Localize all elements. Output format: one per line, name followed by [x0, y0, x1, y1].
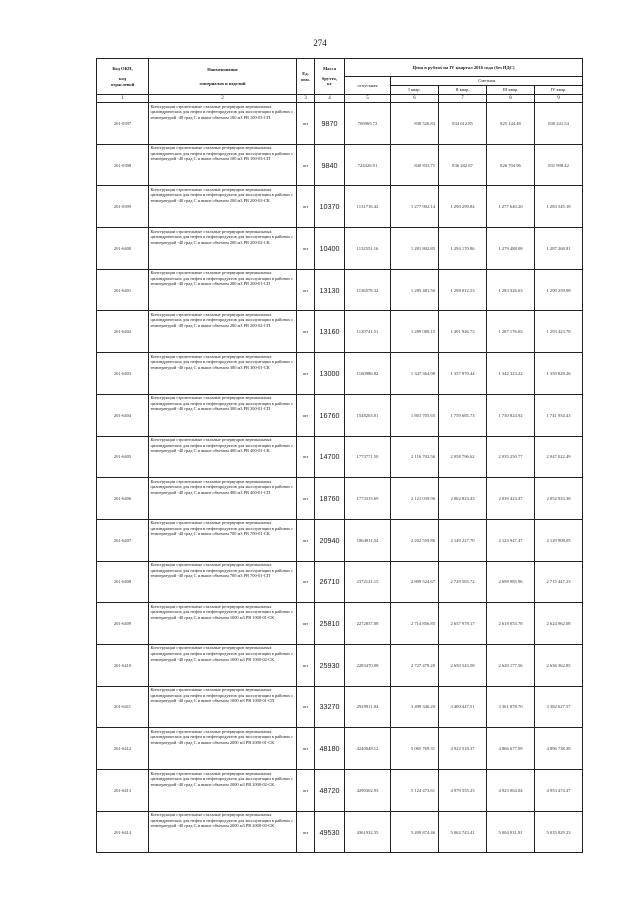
price-q4-cell: 3 382 627.57	[535, 686, 583, 728]
price-q4-cell: 4 953 474.47	[535, 770, 583, 812]
price-q2-cell: 1 759 685.73	[439, 394, 487, 436]
price-q4-cell: 830 241.54	[535, 103, 583, 145]
price-q4-cell: 2 052 933.38	[535, 478, 583, 520]
price-q1-cell: 1 285 481.50	[391, 269, 439, 311]
header-q4: IV квар.	[535, 86, 583, 95]
header-price-title: Цена в рублях на IV квартал 2016 года (без НДС)	[345, 59, 583, 77]
price-q2-cell: 4 922 518.37	[439, 728, 487, 770]
release-price-cell: 1864911.54	[345, 519, 391, 561]
product-code: 201-6410	[97, 644, 149, 686]
product-name: Конструкции строительные стальные резервуаров вертикальных цилиндрических для нефти и нефтепродуктов для эксплуатации в районах с температурой -40 град С и выше объемом 1000 м3 РВ 1000-01-СП	[149, 686, 297, 728]
unit-cell: шт	[297, 311, 315, 353]
product-code: 201-6406	[97, 478, 149, 520]
mass-cell: 13160	[315, 311, 345, 353]
column-index: 4	[315, 95, 345, 103]
release-price-cell: 1160986.82	[345, 353, 391, 395]
unit-cell: шт	[297, 353, 315, 395]
price-q1-cell: 1 801 705.65	[391, 394, 439, 436]
release-price-cell: 1548263.01	[345, 394, 391, 436]
product-name: Конструкции строительные стальные резервуаров вертикальных цилиндрических для нефти и нефтепродуктов для эксплуатации в районах с температурой -40 град С и выше объемом 700 м3 РВ 700-01-СП	[149, 561, 297, 603]
product-name: Конструкции строительные стальные резервуаров вертикальных цилиндрических для нефти и нефтепродуктов для эксплуатации в районах с температурой -40 град С и выше объемом 700 м3 РВ 700-01-СК	[149, 519, 297, 561]
header-name	[149, 59, 297, 95]
unit-cell: шт	[297, 144, 315, 186]
unit-cell: шт	[297, 186, 315, 228]
unit-cell: шт	[297, 561, 315, 603]
table-row	[97, 519, 583, 561]
table-row	[97, 436, 583, 478]
table-row	[97, 478, 583, 520]
release-price-cell: 4290302.93	[345, 770, 391, 812]
mass-cell: 9870	[315, 103, 345, 145]
release-price-cell: 4240048.12	[345, 728, 391, 770]
column-index: 5	[345, 95, 391, 103]
product-code: 201-6412	[97, 728, 149, 770]
header-name-line2: материалов и изделий	[199, 80, 246, 86]
table-row	[97, 728, 583, 770]
price-q1-cell: 2 809 524.67	[391, 561, 439, 603]
header-unit	[297, 59, 315, 95]
product-code: 201-6403	[97, 353, 149, 395]
unit-cell: шт	[297, 603, 315, 645]
header-estimated: Сметная	[391, 77, 583, 86]
product-name: Конструкции строительные стальные резервуаров вертикальных цилиндрических для нефти и нефтепродуктов для эксплуатации в районах с температурой -40 град С и выше объемом 100 м3 РВ 100-03-СП	[149, 103, 297, 145]
price-q1-cell: 5 124 473.61	[391, 770, 439, 812]
release-price-cell: 724326.91	[345, 144, 391, 186]
price-q2-cell: 2 637 978.17	[439, 603, 487, 645]
price-q4-cell: 5 035 829.23	[535, 811, 583, 853]
product-code: 201-6413	[97, 770, 149, 812]
header-mass-line3: кг	[327, 81, 332, 87]
product-code: 201-6409	[97, 603, 149, 645]
price-q3-cell: 5 004 931.91	[487, 811, 535, 853]
column-index: 3	[297, 95, 315, 103]
release-price-cell: 1773771.50	[345, 436, 391, 478]
table-row	[97, 603, 583, 645]
mass-cell: 10400	[315, 228, 345, 270]
price-q2-cell: 1 298 012.53	[439, 269, 487, 311]
price-table	[96, 58, 583, 853]
price-q2-cell: 836 282.67	[439, 144, 487, 186]
price-q4-cell: 2 047 022.49	[535, 436, 583, 478]
price-q4-cell: 2 715 447.23	[535, 561, 583, 603]
release-price-cell: 1136578.32	[345, 269, 391, 311]
price-q3-cell: 1 279 488.08	[487, 228, 535, 270]
mass-cell: 26710	[315, 561, 345, 603]
price-q1-cell: 1 289 089.15	[391, 311, 439, 353]
price-q3-cell: 825 144.48	[487, 103, 535, 145]
price-q2-cell: 1 294 170.86	[439, 228, 487, 270]
column-index: 7	[439, 95, 487, 103]
price-q1-cell: 840 833.71	[391, 144, 439, 186]
price-q3-cell: 1 342 323.22	[487, 353, 535, 395]
price-q4-cell: 831 998.42	[535, 144, 583, 186]
price-q4-cell: 1 283 545.18	[535, 186, 583, 228]
header-code-line1: Код ОКП,	[112, 65, 133, 71]
price-q2-cell: 1 357 970.44	[439, 353, 487, 395]
unit-cell: шт	[297, 269, 315, 311]
product-name: Конструкции строительные стальные резервуаров вертикальных цилиндрических для нефти и нефтепродуктов для эксплуатации в районах с температурой -40 град С и выше объемом 400 м3 РВ 400-01-СК	[149, 436, 297, 478]
product-name: Конструкции строительные стальные резервуаров вертикальных цилиндрических для нефти и нефтепродуктов для эксплуатации в районах с температурой -40 град С и выше объемом 2000 м3 РВ 2000-02-СК	[149, 770, 297, 812]
unit-cell: шт	[297, 228, 315, 270]
price-q3-cell: 1 283 326.63	[487, 269, 535, 311]
table-row	[97, 686, 583, 728]
table-row	[97, 394, 583, 436]
mass-cell: 25930	[315, 644, 345, 686]
header-name-line1: Наименование	[207, 67, 238, 73]
mass-cell: 14700	[315, 436, 345, 478]
product-code: 201-6408	[97, 561, 149, 603]
product-code: 201-6407	[97, 519, 149, 561]
product-name: Конструкции строительные стальные резервуаров вертикальных цилиндрических для нефти и нефтепродуктов для эксплуатации в районах с температурой -40 град С и выше объемом 300 м3 РВ 300-01-СК	[149, 353, 297, 395]
unit-cell: шт	[297, 436, 315, 478]
table-row	[97, 770, 583, 812]
unit-cell: шт	[297, 644, 315, 686]
price-q4-cell: 4 896 738.38	[535, 728, 583, 770]
price-q3-cell: 3 361 878.70	[487, 686, 535, 728]
price-q2-cell: 1 301 946.73	[439, 311, 487, 353]
price-q2-cell: 5 062 743.41	[439, 811, 487, 853]
price-q2-cell: 834 612.85	[439, 103, 487, 145]
price-q2-cell: 2 058 796.62	[439, 436, 487, 478]
price-q3-cell: 1 287 176.63	[487, 311, 535, 353]
mass-cell: 33270	[315, 686, 345, 728]
product-name: Конструкции строительные стальные резервуаров вертикальных цилиндрических для нефти и нефтепродуктов для эксплуатации в районах с температурой -40 град С и выше объемом 300 м3 РВ 300-01-СП	[149, 394, 297, 436]
product-code: 201-6400	[97, 228, 149, 270]
price-q1-cell: 5 065 769.31	[391, 728, 439, 770]
price-q2-cell: 1 290 299.84	[439, 186, 487, 228]
table-row	[97, 228, 583, 270]
header-mass-line1: Масса	[322, 66, 337, 72]
unit-cell: шт	[297, 811, 315, 853]
price-q3-cell: 4 866 677.09	[487, 728, 535, 770]
product-code: 201-0397	[97, 103, 149, 145]
price-q4-cell: 1 290 259.98	[535, 269, 583, 311]
product-code: 201-6401	[97, 269, 149, 311]
mass-cell: 10370	[315, 186, 345, 228]
price-q3-cell: 1 730 824.92	[487, 394, 535, 436]
unit-cell: шт	[297, 686, 315, 728]
price-q4-cell: 1 741 934.43	[535, 394, 583, 436]
price-q2-cell: 4 979 555.23	[439, 770, 487, 812]
product-code: 201-6411	[97, 686, 149, 728]
release-price-cell: 1139741.51	[345, 311, 391, 353]
price-q4-cell: 1 287 268.81	[535, 228, 583, 270]
release-price-cell: 2372121.15	[345, 561, 391, 603]
header-q1: I квар.	[391, 86, 439, 95]
table-row	[97, 311, 583, 353]
price-q2-cell: 2 149 227.70	[439, 519, 487, 561]
product-name: Конструкции строительные стальные резервуаров вертикальных цилиндрических для нефти и нефтепродуктов для эксплуатации в районах с температурой -40 град С и выше объемом 200 м3 РВ 200-02-СК	[149, 228, 297, 270]
column-index: 1	[97, 95, 149, 103]
header-code	[97, 59, 149, 95]
table-row	[97, 561, 583, 603]
unit-cell: шт	[297, 770, 315, 812]
release-price-cell: 2283470.08	[345, 644, 391, 686]
release-price-cell: 1131716.42	[345, 186, 391, 228]
price-q1-cell: 1 277 902.14	[391, 186, 439, 228]
mass-cell: 13130	[315, 269, 345, 311]
mass-cell: 25810	[315, 603, 345, 645]
price-q1-cell: 1 281 802.85	[391, 228, 439, 270]
release-price-cell: 1773315.69	[345, 478, 391, 520]
price-q4-cell: 1 350 828.26	[535, 353, 583, 395]
mass-cell: 9840	[315, 144, 345, 186]
price-q1-cell: 2 727 479.20	[391, 644, 439, 686]
price-q1-cell: 1 347 364.98	[391, 353, 439, 395]
mass-cell: 48720	[315, 770, 345, 812]
unit-cell: шт	[297, 728, 315, 770]
release-price-cell: 1132551.16	[345, 228, 391, 270]
price-q2-cell: 2 062 823.43	[439, 478, 487, 520]
unit-cell: шт	[297, 519, 315, 561]
price-q1-cell: 2 714 856.85	[391, 603, 439, 645]
price-q3-cell: 2 035 250.77	[487, 436, 535, 478]
column-index: 6	[391, 95, 439, 103]
unit-cell: шт	[297, 478, 315, 520]
table-row	[97, 644, 583, 686]
price-q1-cell: 2 202 559.86	[391, 519, 439, 561]
unit-cell: шт	[297, 103, 315, 145]
header-mass	[315, 59, 345, 95]
release-price-cell: 4361932.35	[345, 811, 391, 853]
product-name: Конструкции строительные стальные резервуаров вертикальных цилиндрических для нефти и нефтепродуктов для эксплуатации в районах с температурой -40 град С и выше объемом 200 м3 РВ 200-03-СК	[149, 186, 297, 228]
price-q1-cell: 838 526.83	[391, 103, 439, 145]
mass-cell: 49530	[315, 811, 345, 853]
header-unit-line2: изм.	[301, 76, 310, 82]
release-price-cell: 706969.72	[345, 103, 391, 145]
product-code: 201-6402	[97, 311, 149, 353]
product-code: 201-6405	[97, 436, 149, 478]
price-q3-cell: 1 277 640.20	[487, 186, 535, 228]
mass-cell: 48180	[315, 728, 345, 770]
price-q4-cell: 2 129 908.05	[535, 519, 583, 561]
price-q3-cell: 2 698 985.96	[487, 561, 535, 603]
product-name: Конструкции строительные стальные резервуаров вертикальных цилиндрических для нефти и нефтепродуктов для эксплуатации в районах с температурой -40 град С и выше объемом 1000 м3 РВ 1000-01-СК	[149, 603, 297, 645]
mass-cell: 20940	[315, 519, 345, 561]
product-name: Конструкции строительные стальные резервуаров вертикальных цилиндрических для нефти и нефтепродуктов для эксплуатации в районах с температурой -40 град С и выше объемом 2000 м3 РВ 2000-01-СК	[149, 728, 297, 770]
mass-cell: 16760	[315, 394, 345, 436]
header-release: отпускная	[345, 77, 391, 95]
price-q2-cell: 3 400 447.51	[439, 686, 487, 728]
price-q1-cell: 3 499 346.20	[391, 686, 439, 728]
release-price-cell: 2929911.04	[345, 686, 391, 728]
column-index: 8	[487, 95, 535, 103]
column-index: 9	[535, 95, 583, 103]
price-q3-cell: 826 794.96	[487, 144, 535, 186]
mass-cell: 13000	[315, 353, 345, 395]
table-row	[97, 811, 583, 853]
price-q3-cell: 2 618 053.78	[487, 603, 535, 645]
table-body	[97, 103, 583, 853]
product-name: Конструкции строительные стальные резервуаров вертикальных цилиндрических для нефти и нефтепродуктов для эксплуатации в районах с температурой -40 град С и выше объемом 1000 м3 РВ 1000-02-СК	[149, 644, 297, 686]
mass-cell: 18760	[315, 478, 345, 520]
product-code: 201-0398	[97, 144, 149, 186]
price-q4-cell: 1 293 423.78	[535, 311, 583, 353]
price-q4-cell: 2 636 362.85	[535, 644, 583, 686]
unit-cell: шт	[297, 394, 315, 436]
price-q3-cell: 4 923 064.04	[487, 770, 535, 812]
price-q3-cell: 2 123 947.47	[487, 519, 535, 561]
price-q4-cell: 2 624 962.08	[535, 603, 583, 645]
price-q3-cell: 2 039 423.47	[487, 478, 535, 520]
header-mass-line2: брутто,	[322, 75, 337, 81]
header-q2: II квар.	[439, 86, 487, 95]
table-row	[97, 353, 583, 395]
product-name: Конструкции строительные стальные резервуаров вертикальных цилиндрических для нефти и нефтепродуктов для эксплуатации в районах с температурой -40 град С и выше объемом 400 м3 РВ 400-01-СП	[149, 478, 297, 520]
product-name: Конструкции строительные стальные резервуаров вертикальных цилиндрических для нефти и нефтепродуктов для эксплуатации в районах с температурой -40 град С и выше объемом 100 м3 РВ 100-03-СП	[149, 144, 297, 186]
table-row	[97, 103, 583, 145]
product-name: Конструкции строительные стальные резервуаров вертикальных цилиндрических для нефти и нефтепродуктов для эксплуатации в районах с температурой -40 град С и выше объемом 200 м3 РВ 200-01-СП	[149, 269, 297, 311]
header-code-line2: код	[118, 76, 127, 82]
header-q3: III квар.	[487, 86, 535, 95]
product-code: 201-0399	[97, 186, 149, 228]
price-q1-cell: 2 116 702.56	[391, 436, 439, 478]
column-index: 2	[149, 95, 297, 103]
product-name: Конструкции строительные стальные резервуаров вертикальных цилиндрических для нефти и нефтепродуктов для эксплуатации в районах с температурой -40 град С и выше объемом 200 м3 РВ 200-02-СП	[149, 311, 297, 353]
release-price-cell: 2272837.08	[345, 603, 391, 645]
price-q1-cell: 2 121 039.96	[391, 478, 439, 520]
table-row	[97, 186, 583, 228]
header-code-line3: отраслевой	[110, 81, 135, 87]
product-code: 201-6404	[97, 394, 149, 436]
price-q2-cell: 2 729 565.72	[439, 561, 487, 603]
product-code: 201-6414	[97, 811, 149, 853]
price-q2-cell: 2 650 543.58	[439, 644, 487, 686]
table-row	[97, 269, 583, 311]
table-row	[97, 144, 583, 186]
page-number: 274	[313, 38, 327, 48]
price-q3-cell: 2 620 177.56	[487, 644, 535, 686]
product-name: Конструкции строительные стальные резервуаров вертикальных цилиндрических для нефти и нефтепродуктов для эксплуатации в районах с температурой -40 град С и выше объемом 2000 м3 РВ 2000-03-СК	[149, 811, 297, 853]
header-unit-line1: Ед.	[302, 71, 309, 77]
price-q1-cell: 5 209 874.46	[391, 811, 439, 853]
